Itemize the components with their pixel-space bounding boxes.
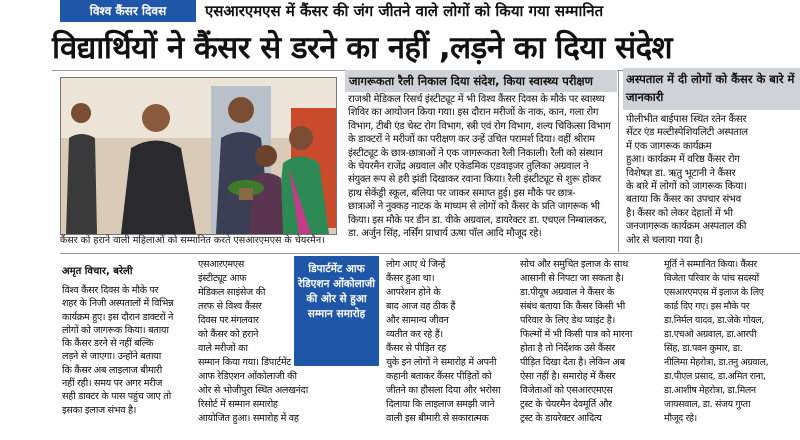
- column-5: [664, 258, 798, 426]
- photo-caption: कैंसर को हराने वाली महिलाओं को सम्मानित करते एसआरएमएस के चेयरमैन।: [60, 235, 325, 246]
- text-line: कि कैंसर डरने से नहीं बल्कि: [62, 338, 154, 350]
- text-line: पीड़ित दिखा देता है। लेकिन अब: [520, 357, 625, 368]
- text-line: लड़ने से जाएगा। उन्होंने बताया: [62, 351, 161, 363]
- text-line: ओर से चलाया गया है।: [626, 234, 703, 246]
- text-line: राजश्री मेडिकल रिसर्च इंस्टीट्यूट में भी विश्व कैंसर दिवस के मौके पर स्वास्थ्य: [348, 94, 605, 105]
- text-line: ट्रस्ट के डायरेक्टर आदित्य: [520, 413, 602, 424]
- text-line: तरफ से विश्व कैंसर: [198, 301, 262, 312]
- text-line: संबंध बताया कि कैंसर किसी भी: [520, 301, 625, 312]
- text-line: आफ रेडिएशन ओंकोलाजी की: [198, 371, 297, 382]
- text-line: डा.पीएल प्रसाद, डा.अमित राना,: [664, 371, 766, 382]
- text-line: जीतने का हौसला दिया और भरोसा: [386, 385, 501, 396]
- text-line: किया। इस मौके पर डीन डा. वीके अग्रवाल, डायरेक्टर डा. एचएल निम्बालकर,: [348, 214, 607, 226]
- text-line: ऐसा नहीं है। समारोह में कैंसर: [520, 371, 616, 382]
- text-line: एसआरएमएस में इलाज के लिए: [664, 287, 764, 298]
- text-line: विशेषज्ञ डा. ऋतु भूटानी ने कैंसर: [626, 167, 736, 179]
- top-headline: एसआरएमएस में कैंसर की जंग जीतने वाले लोगों को किया गया सम्मानित: [205, 2, 604, 20]
- text-line: के चेयरमैन राजेंद्र अग्रवाल और एकेडमिक एडवाइजर तुलिका अग्रवाल ने: [348, 161, 589, 173]
- text-line: लोग आए थे जिन्हें: [386, 259, 446, 270]
- text-line: हुआ। कार्यक्रम में वरिष्ठ कैंसर रोग: [626, 154, 740, 166]
- text-line: कहानी बताकर कैंसर पीड़ितों को: [386, 371, 492, 382]
- news-photo: [60, 77, 337, 235]
- text-line: नहीं रही। समय पर अगर मरीज: [62, 378, 163, 390]
- text-line: ट्रस्ट के चेयरमैन देवमूर्ति और: [520, 399, 612, 410]
- text-line: आपरेशन होने के: [386, 287, 441, 298]
- text-line: सेंटर एंड मल्टीस्पेशियलिटी अस्पताल: [626, 127, 748, 139]
- text-line: व्यतीत कर रहे हैं।: [386, 329, 443, 340]
- text-line: छात्राओं ने नुक्कड़ नाटक के माध्यम से लोगों को कैंसर के प्रति जागरूक भी: [348, 201, 600, 213]
- text-line: फिल्मों में भी किसी पात्र को मारना: [520, 329, 633, 340]
- text-line: संयुक्त रूप से हरी झंडी दिखाकर रवाना किया। रैली इंस्टीट्यूट से शुरू होकर: [348, 174, 601, 186]
- text-line: के बारे में लोगों को जागरूक किया।: [626, 181, 747, 193]
- text-line: लोगों को जागरूक किया। बताया: [62, 324, 169, 336]
- text-line: डा.निर्मल यादव, डा.जेके गोयल,: [664, 315, 765, 326]
- text-line: जनजागरूक कार्यक्रम अस्पताल की: [626, 221, 747, 233]
- text-line: वाले मरीजों का: [198, 343, 248, 354]
- side-article-heading: अस्पताल में दी लोगों को कैंसर के बारे में जानकारी: [626, 72, 795, 104]
- text-line: मेडिकल साइंसेज की: [198, 287, 266, 298]
- text-line: वाली इस बीमारी से सकारात्मक: [386, 413, 489, 424]
- text-line: आयोजित हुआ। समारोह में वह: [198, 413, 299, 424]
- text-line: शिविर का आयोजन किया गया। इस दौरान मरीजों के नाक, कान, गला रोग: [348, 107, 599, 119]
- column-3: [386, 258, 516, 426]
- main-headline: विद्यार्थियों ने कैंसर से डरने का नहीं ,लड़ने का दिया संदेश: [52, 30, 673, 66]
- text-line: सोच और समुचित इलाज के साथ: [520, 259, 628, 270]
- text-line: विजेताओं को एसआरएमएस: [520, 385, 613, 396]
- callout-box: डिपार्टमेंट आफ रेडिएशन ओंकोलाजी की ओर से हुआ सम्मान समारोह: [294, 256, 379, 366]
- text-line: नीलिमा मेहरोत्रा, डा.तनु अग्रवाल,: [664, 357, 769, 368]
- text-line: सम्मान किया गया। डिपार्टमेंट: [198, 357, 291, 368]
- text-line: डा. अर्जुन सिंह, नर्सिंग प्राचार्य ऊषा पॉल आदि मौजूद रहे।: [348, 228, 542, 240]
- text-line: इसका इलाज संभव है।: [62, 404, 137, 416]
- text-line: डा.एचओ अग्रवाल, डा.आरपी: [664, 329, 757, 340]
- text-line: और सामान्य जीवन: [386, 315, 449, 326]
- text-line: चुके इन लोगों ने समारोह में अपनी: [386, 357, 497, 368]
- text-line: इंस्टीट्यूट आफ: [198, 273, 247, 284]
- text-line: के डाक्टरों ने मरीजों का परीक्षण कर उन्हें उचित परामर्श दिया। वहीं श्रीराम: [348, 134, 595, 146]
- text-line: हाथ सेकेंड्री स्कूल, बलिया पर जाकर समाप्त हुई। इस मौके पर छात्र-: [348, 187, 576, 199]
- text-line: विभाग, टीबी एंड चेस्ट रोग विभाग, स्त्री एवं रोग विभाग, शल्य चिकित्सा विभाग: [348, 120, 611, 132]
- byline: अमृत विचार, बरेली: [62, 266, 133, 277]
- column-2: [198, 258, 328, 426]
- text-line: कार्यक्रम हुए। इस दौरान डाक्टरों ने: [62, 311, 174, 323]
- text-line: विश्व कैंसर दिवस के मौके पर: [62, 285, 159, 296]
- text-line: होता है तो निर्देशक उसे कैंसर: [520, 343, 615, 354]
- column-1: [62, 284, 190, 417]
- text-line: आसानी से निपटा जा सकता है।: [520, 273, 624, 284]
- text-line: एसआरएमएस: [198, 259, 244, 270]
- photo-illustration: [61, 78, 336, 234]
- text-line: इंस्टीट्यूट के छात्र-छात्राओं ने एक जागरूकता रैली निकाली। रैली को संस्थान: [348, 147, 603, 159]
- column-4: [520, 258, 660, 426]
- text-line: रिसोर्ट में सम्मान समारोह: [198, 399, 278, 410]
- text-line: परिवार के लिए डेथ प्वाइंट है।: [520, 315, 615, 326]
- text-line: ओर से भोजीपुरा स्थित अलखनंदा: [198, 385, 308, 396]
- text-line: मौजूद रहे।: [664, 413, 697, 424]
- side-article-body: [626, 113, 798, 247]
- text-line: कि कैंसर अब लाइलाज बीमारी: [62, 364, 162, 376]
- text-line: है। कैंसर को लेकर देहातों में भी: [626, 207, 733, 219]
- text-line: बताया कि कैंसर का उपचार संभव: [626, 194, 741, 206]
- text-line: डा.पीयूष अग्रवाल ने कैंसर के: [520, 287, 615, 298]
- text-line: दिवस पर मंगलवार: [198, 315, 259, 326]
- text-line: दिलाया कि लाइलाज समझी जाने: [386, 399, 495, 410]
- column-divider: [618, 70, 619, 252]
- text-line: डा.आशीष मेहरोत्रा, डा.मिलन: [664, 385, 756, 396]
- section-divider: [60, 253, 800, 254]
- text-line: कार्ड दिए गए। इस मौके पर: [664, 301, 750, 312]
- mid-article-heading: जागरूकता रैली निकाल दिया संदेश, किया स्वास्थ्य परीक्षण: [345, 70, 617, 92]
- text-line: पीलीभीत बाईपास स्थित रतेन कैंसर: [626, 114, 747, 125]
- section-tag: विश्व कैंसर दिवस: [60, 0, 196, 22]
- text-line: शहर के निजी अस्पतालों में विभिन्न: [62, 298, 174, 310]
- text-line: मूर्ति ने सम्मानित किया। कैंसर: [664, 259, 757, 270]
- text-line: कैंसर से पीड़ित रह: [386, 343, 446, 354]
- text-line: को कैंसर को हराने: [198, 329, 259, 340]
- text-line: विजेता परिवार के पांच सदस्यों: [664, 273, 759, 284]
- text-line: सही डाक्टर के पास पहुंच जाए तो: [62, 391, 171, 403]
- text-line: सिंह, डा.पवन कुमार, डा.: [664, 343, 743, 354]
- text-line: में एक जागरूक कार्यक्रम: [626, 140, 712, 152]
- text-line: जायसवाल, डा. संजय गुप्ता: [664, 399, 751, 410]
- mid-article-body: [348, 93, 614, 240]
- text-line: बाद आज वह ठीक हैं: [386, 301, 456, 312]
- text-line: कैंसर हुआ था।: [386, 273, 435, 284]
